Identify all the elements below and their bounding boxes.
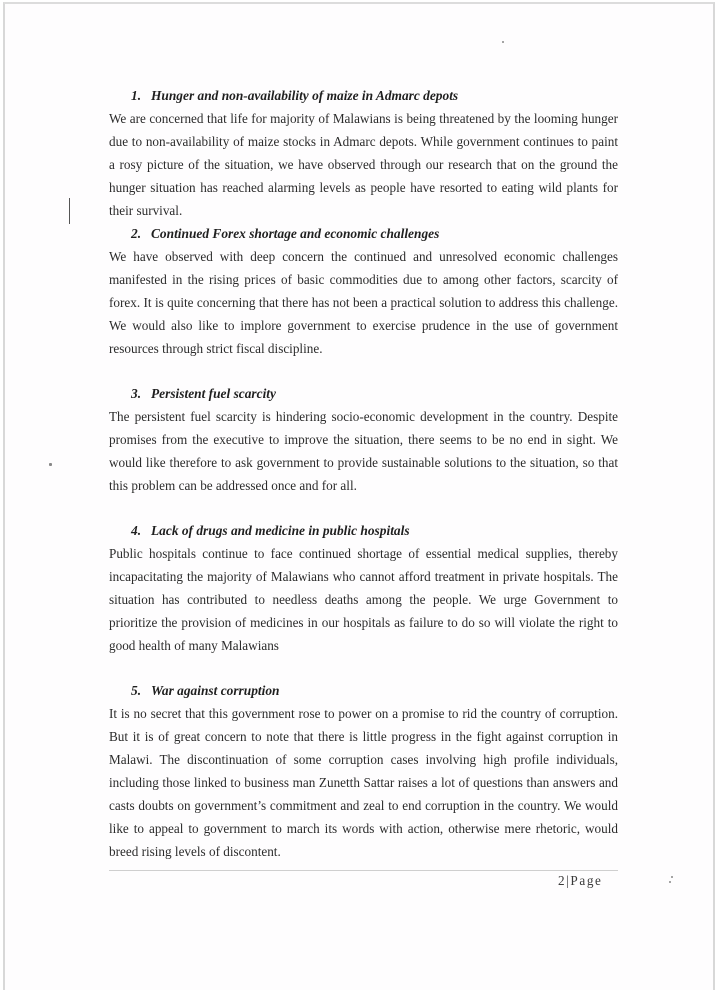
section-heading bbox=[109, 679, 618, 702]
section-number: 2. bbox=[131, 226, 142, 241]
section-number: 1. bbox=[131, 88, 142, 103]
section-heading bbox=[109, 519, 618, 542]
section-number: 4. bbox=[131, 523, 142, 538]
section-hunger bbox=[109, 84, 618, 222]
section-title: Lack of drugs and medicine in public hospitals bbox=[151, 523, 410, 538]
section-number: 5. bbox=[131, 683, 142, 698]
section-paragraph: It is no secret that this government rose to power on a promise to rid the country of corruption. But it is of great concern to note that there is little progress in the fight against corruption in Malawi. The discontinuation of some corruption cases involving high profile individuals, including those linked to business man Zunetth Sattar raises a lot of questions than answers and casts doubts on government’s commitment and zeal to end corruption in the country. We would like to appeal to government to march its words with action, otherwise mere rhetoric, would breed rising levels of discontent. bbox=[109, 706, 618, 859]
scan-speck bbox=[671, 876, 673, 878]
scan-speck bbox=[49, 463, 52, 466]
section-drugs bbox=[109, 519, 618, 657]
footer-divider bbox=[109, 870, 618, 871]
scan-speck bbox=[669, 881, 671, 883]
margin-mark bbox=[69, 198, 70, 224]
section-heading bbox=[109, 382, 618, 405]
document-page bbox=[3, 2, 715, 990]
section-paragraph: Public hospitals continue to face continued shortage of essential medical supplies, thereby incapacitating the majority of Malawians who cannot afford treatment in private hospitals. The situation has contributed to needless deaths among the people. We urge Government to prioritize the provision of medicines in our hospitals as failure to do so will violate the right to good health of many Malawians bbox=[109, 546, 618, 653]
scan-speck bbox=[502, 41, 504, 43]
section-forex bbox=[109, 222, 618, 360]
section-title: Hunger and non-availability of maize in Admarc depots bbox=[151, 88, 459, 103]
section-heading bbox=[109, 84, 618, 107]
section-paragraph: We are concerned that life for majority of Malawians is being threatened by the looming hunger due to non-availability of maize stocks in Admarc depots. While government continues to paint a rosy picture of the situation, we have observed through our research that on the ground the hunger situation has reached alarming levels as people have resorted to eating wild plants for their survival. bbox=[109, 111, 618, 218]
section-number: 3. bbox=[131, 386, 142, 401]
section-heading bbox=[109, 222, 618, 245]
section-corruption bbox=[109, 679, 618, 863]
section-paragraph: We have observed with deep concern the continued and unresolved economic challenges manifested in the rising prices of basic commodities due to among other factors, scarcity of forex. It is quite concerning that there has not been a practical solution to address this challenge. We would also like to implore government to exercise prudence in the use of government resources through strict fiscal discipline. bbox=[109, 249, 618, 356]
section-fuel bbox=[109, 382, 618, 497]
section-paragraph: The persistent fuel scarcity is hindering socio-economic development in the country. Despite promises from the executive to improve the situation, there seems to be no end in sight. We would like therefore to ask government to provide sustainable solutions to the situation, so that this problem can be addressed once and for all. bbox=[109, 409, 618, 493]
section-title: Persistent fuel scarcity bbox=[151, 386, 276, 401]
section-title: War against corruption bbox=[151, 683, 280, 698]
document-body bbox=[109, 84, 618, 863]
page-number: 2|Page bbox=[558, 873, 603, 888]
section-title: Continued Forex shortage and economic challenges bbox=[151, 226, 440, 241]
